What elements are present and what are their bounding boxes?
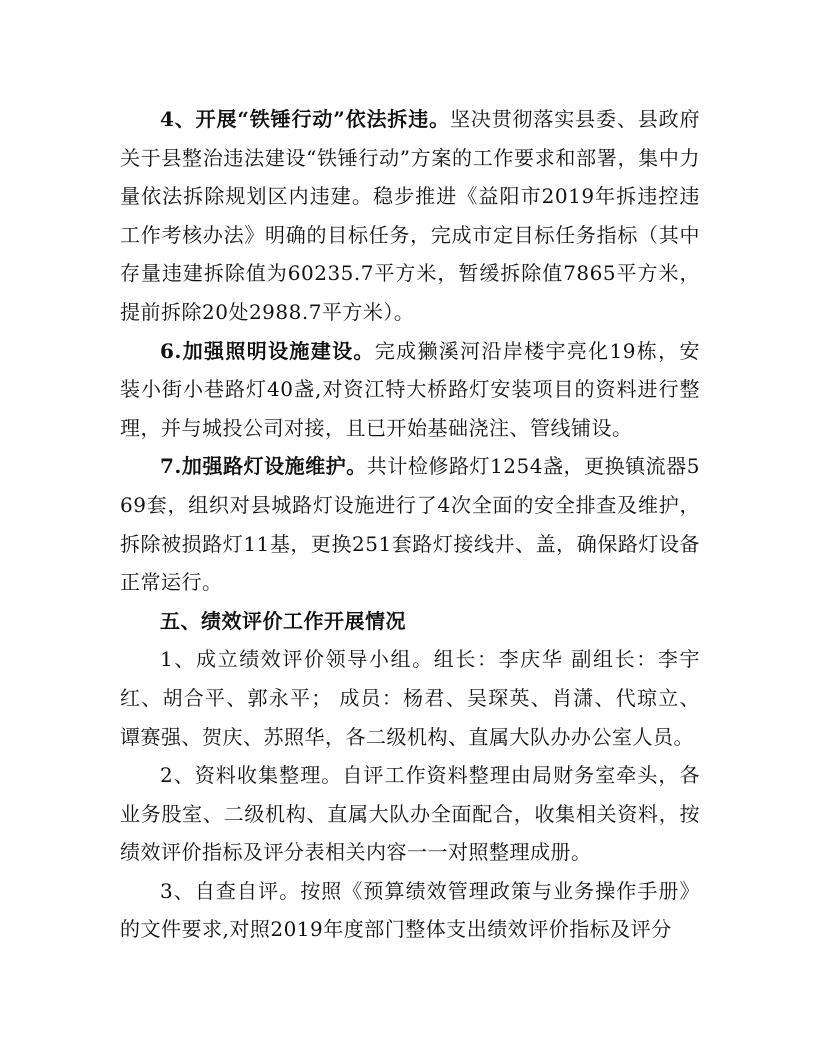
section-heading: 五、绩效评价工作开展情况 xyxy=(160,608,406,633)
paragraph-text: 共计检修路灯1254盏，更换镇流器569套，组织对县城路灯设施进行了4次全面的安全排查及维护，拆除被损路灯11基，更换251套路灯接线井、盖，确保路灯设备正常运行。 xyxy=(120,454,700,595)
paragraph-text: 完成獭溪河沿岸楼宇亮化19栋，安装小街小巷路灯40盏,对资江特大桥路灯安装项目的资料进行整理，并与城投公司对接，且已开始基础浇注、管线铺设。 xyxy=(120,338,700,440)
paragraph-lead: 4、开展“铁锤行动”依法拆违。 xyxy=(160,107,450,131)
paragraph-lighting-construction xyxy=(120,332,700,448)
paragraph-demolition xyxy=(120,100,700,332)
paragraph-text: 坚决贯彻落实县委、县政府关于县整治违法建设“铁锤行动”方案的工作要求和部署，集中力量依法拆除规划区内违建。稳步推进《益阳市2019年拆违控违工作考核办法》明确的目标任务，完成市定目标任务指标（其中存量违建拆除值为60235.7平方米，暂缓拆除值7865平方米，提前拆除20处2988.7平方米）。 xyxy=(120,107,700,324)
paragraph-lead: 7.加强路灯设施维护。 xyxy=(160,454,367,479)
paragraph-streetlight-maintenance xyxy=(120,447,700,601)
document-body xyxy=(120,100,700,949)
paragraph-data-collection: 2、资料收集整理。自评工作资料整理由局财务室牵头，各业务股室、二级机构、直属大队办全面配合，收集相关资料，按绩效评价指标及评分表相关内容一一对照整理成册。 xyxy=(120,763,700,865)
paragraph-self-evaluation: 3、自查自评。按照《预算绩效管理政策与业务操作手册》的文件要求,对照2019年度部门整体支出绩效评价指标及评分 xyxy=(120,878,700,942)
paragraph-lead: 6.加强照明设施建设。 xyxy=(160,338,375,363)
paragraph-leadership-group: 1、成立绩效评价领导小组。组长：李庆华 副组长：李宇红、胡合平、郭永平； 成员：杨君、吴琛英、肖潇、代琼立、谭赛强、贺庆、苏照华，各二级机构、直属大队办办公室人员。 xyxy=(120,647,700,749)
